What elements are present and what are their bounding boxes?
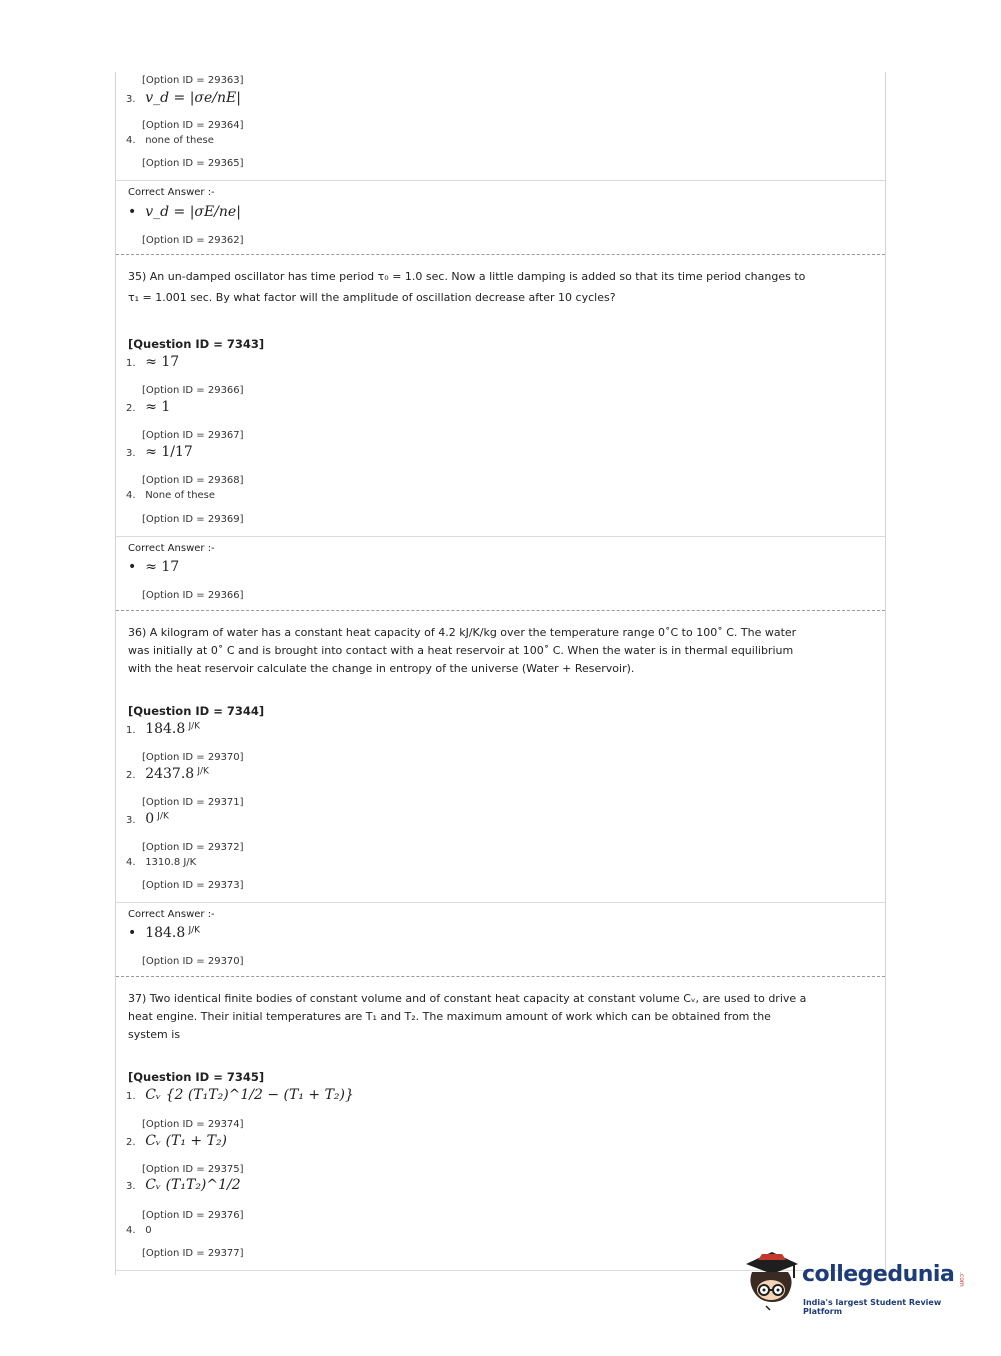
- brand-name: collegedunia: [802, 1262, 955, 1287]
- brand-tagline: India's largest Student Review Platform: [803, 1298, 942, 1316]
- option-number: 3.: [126, 448, 136, 459]
- option-number: 1.: [126, 1091, 136, 1102]
- question-id: [Question ID = 7345]: [128, 1070, 265, 1084]
- question-id: [Question ID = 7344]: [128, 704, 265, 718]
- option-value: ≈ 17: [145, 354, 180, 370]
- question-separator: [116, 976, 885, 977]
- option-number: 1.: [126, 725, 136, 736]
- option-number: 3.: [126, 94, 136, 105]
- option-id: [Option ID = 29370]: [142, 752, 244, 763]
- question-line: τ₁ = 1.001 sec. By what factor will the amplitude of oscillation decrease after 10 cycles?: [128, 291, 616, 304]
- option-3[interactable]: [126, 90, 241, 106]
- question-separator: [116, 610, 885, 611]
- option-text: None of these: [145, 490, 216, 501]
- option-formula: v_d = |σe/nE|: [145, 90, 241, 106]
- answer-formula: v_d = |σE/ne|: [145, 204, 241, 220]
- question-line: was initially at 0˚ C and is brought into contact with a heat reservoir at 100˚ C. When the water is in thermal equilibrium: [128, 644, 794, 657]
- option-text: none of these: [145, 135, 214, 146]
- option-id: [Option ID = 29365]: [142, 158, 244, 169]
- option-1[interactable]: [126, 1087, 354, 1103]
- option-number: 2.: [126, 1137, 136, 1148]
- option-number: 4.: [126, 857, 136, 868]
- option-value: 184.8: [145, 721, 186, 737]
- correct-answer-label: Correct Answer :-: [128, 187, 215, 198]
- option-id: [Option ID = 29366]: [142, 590, 244, 601]
- answer-value: 184.8: [145, 925, 186, 941]
- option-2[interactable]: [126, 399, 170, 415]
- option-id: [Option ID = 29373]: [142, 880, 244, 891]
- option-unit: J/K: [188, 721, 201, 732]
- option-number: 2.: [126, 403, 136, 414]
- correct-answer: [128, 925, 200, 941]
- option-4[interactable]: [126, 857, 196, 868]
- question-text: [128, 268, 871, 307]
- option-2[interactable]: [126, 766, 209, 782]
- correct-answer-label: Correct Answer :-: [128, 543, 215, 554]
- bullet-icon: •: [128, 925, 137, 941]
- option-formula: Cᵥ {2 (T₁T₂)^1/2 − (T₁ + T₂)}: [145, 1087, 354, 1103]
- question-line: 36) A kilogram of water has a constant heat capacity of 4.2 kJ/K/kg over the temperature range 0˚C to 100˚ C. The water: [128, 626, 797, 639]
- option-id: [Option ID = 29374]: [142, 1119, 244, 1130]
- option-id: [Option ID = 29371]: [142, 797, 244, 808]
- option-id: [Option ID = 29372]: [142, 842, 244, 853]
- option-number: 1.: [126, 358, 136, 369]
- option-number: 4.: [126, 1225, 136, 1236]
- divider: [116, 902, 885, 903]
- option-value: ≈ 1/17: [145, 444, 193, 460]
- option-number: 4.: [126, 490, 136, 501]
- option-3[interactable]: [126, 444, 193, 460]
- question-line: 35) An un-damped oscillator has time period τ₀ = 1.0 sec. Now a little damping is added so that its time period changes to: [128, 270, 806, 283]
- option-id: [Option ID = 29364]: [142, 120, 244, 131]
- option-number: 4.: [126, 135, 136, 146]
- option-value: 2437.8: [145, 766, 195, 782]
- option-formula: Cᵥ (T₁T₂)^1/2: [145, 1177, 241, 1193]
- answer-value: ≈ 17: [145, 559, 180, 575]
- question-line: 37) Two identical finite bodies of constant volume and of constant heat capacity at constant volume Cᵥ, are used to drive a: [128, 992, 807, 1005]
- option-id: [Option ID = 29362]: [142, 235, 244, 246]
- option-number: 3.: [126, 815, 136, 826]
- option-formula: Cᵥ (T₁ + T₂): [145, 1133, 228, 1149]
- option-id: [Option ID = 29370]: [142, 956, 244, 967]
- divider: [116, 536, 885, 537]
- question-line: system is: [128, 1028, 181, 1041]
- option-unit: J/K: [197, 766, 209, 777]
- question-separator: [116, 254, 885, 255]
- brand-suffix: .com: [958, 1272, 965, 1287]
- option-number: 3.: [126, 1181, 136, 1192]
- option-number: 2.: [126, 770, 136, 781]
- question-line: heat engine. Their initial temperatures are T₁ and T₂. The maximum amount of work which can be obtained from the: [128, 1010, 771, 1023]
- option-id: [Option ID = 29363]: [142, 75, 244, 86]
- correct-answer: [128, 559, 179, 575]
- option-4[interactable]: [126, 490, 215, 501]
- question-line: with the heat reservoir calculate the change in entropy of the universe (Water + Reservoir).: [128, 662, 635, 675]
- option-value: 0: [145, 811, 155, 827]
- question-id: [Question ID = 7343]: [128, 337, 265, 351]
- option-id: [Option ID = 29368]: [142, 475, 244, 486]
- option-1[interactable]: [126, 354, 179, 370]
- option-4[interactable]: [126, 1225, 152, 1236]
- correct-answer: [128, 204, 241, 220]
- option-1[interactable]: [126, 721, 200, 737]
- question-text: [128, 624, 871, 678]
- option-id: [Option ID = 29367]: [142, 430, 244, 441]
- divider: [116, 180, 885, 181]
- bullet-icon: •: [128, 204, 137, 220]
- option-4[interactable]: [126, 135, 214, 146]
- collegedunia-logo: [742, 1250, 972, 1320]
- question-text: [128, 990, 871, 1044]
- option-id: [Option ID = 29366]: [142, 385, 244, 396]
- option-id: [Option ID = 29376]: [142, 1210, 244, 1221]
- correct-answer-label: Correct Answer :-: [128, 909, 215, 920]
- option-2[interactable]: [126, 1133, 227, 1149]
- option-value: ≈ 1: [145, 399, 171, 415]
- mascot-icon: [742, 1250, 800, 1312]
- question-paper-frame: [115, 72, 886, 1275]
- option-text: 1310.8 J/K: [145, 857, 197, 868]
- option-3[interactable]: [126, 1177, 241, 1193]
- option-text: 0: [145, 1225, 152, 1236]
- option-id: [Option ID = 29375]: [142, 1164, 244, 1175]
- option-id: [Option ID = 29369]: [142, 514, 244, 525]
- bullet-icon: •: [128, 559, 137, 575]
- option-unit: J/K: [157, 811, 169, 822]
- option-id: [Option ID = 29377]: [142, 1248, 244, 1259]
- answer-unit: J/K: [188, 925, 201, 936]
- option-3[interactable]: [126, 811, 169, 827]
